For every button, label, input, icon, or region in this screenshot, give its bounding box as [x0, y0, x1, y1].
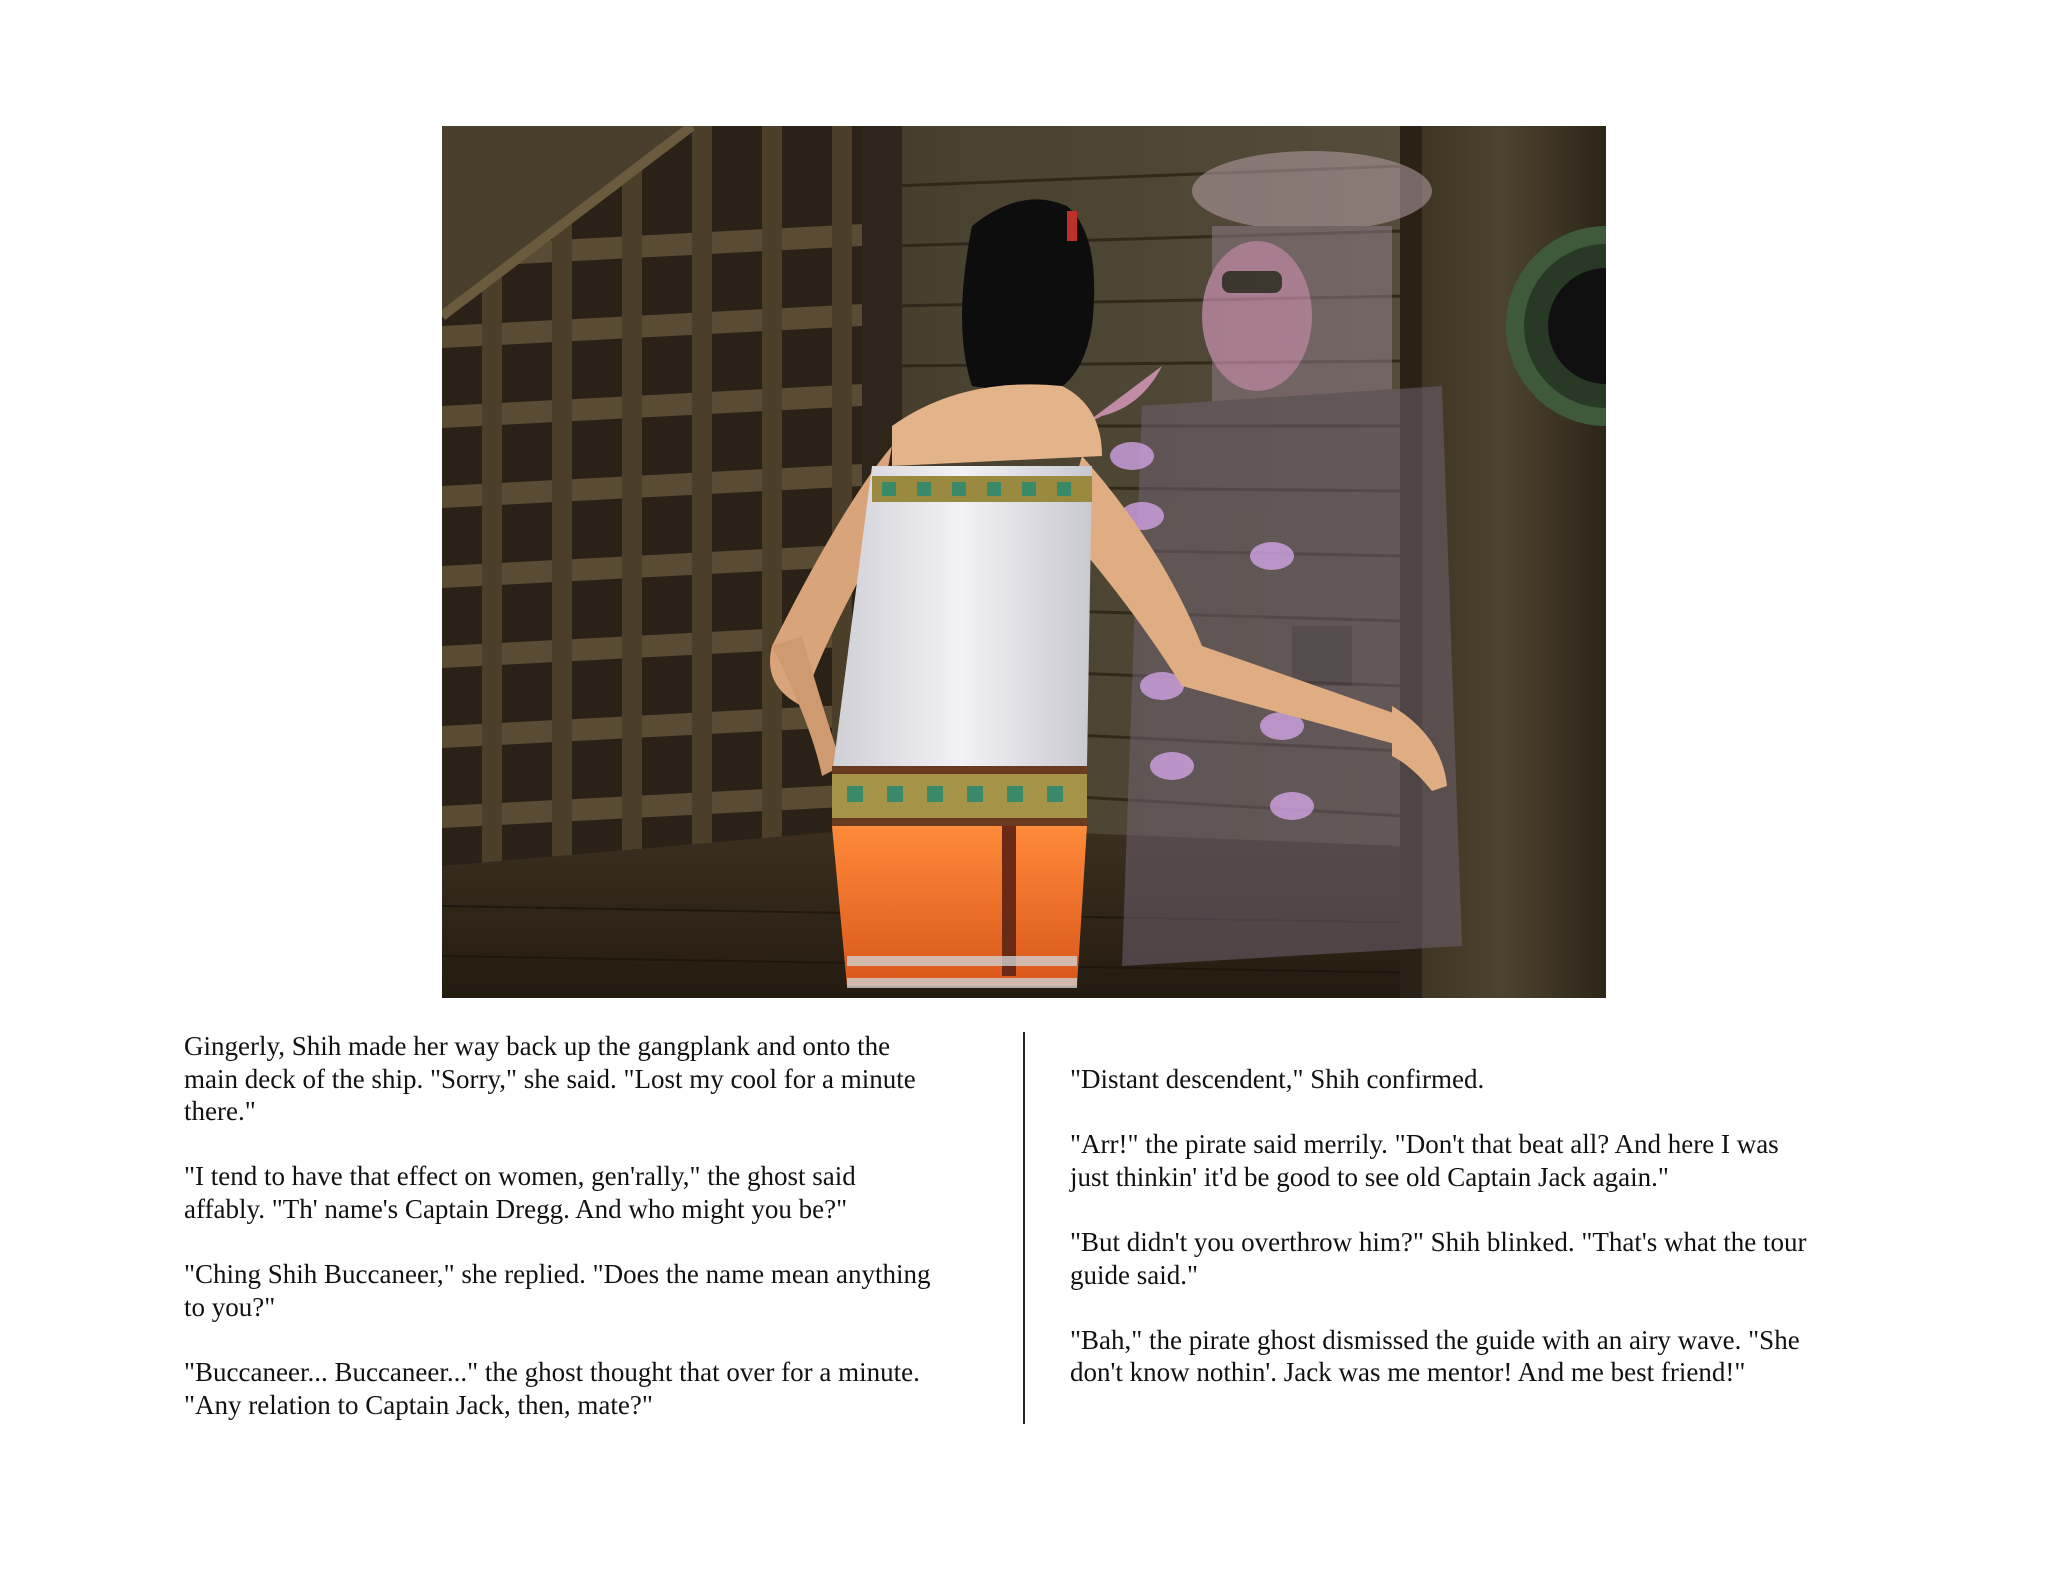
story-paragraph: Gingerly, Shih made her way back up the gangplank and onto the main deck of the ship. "Sorry," she said. "Lost my cool for a minute there."	[184, 1031, 916, 1127]
story-illustration	[442, 126, 1606, 998]
story-column-left	[184, 1030, 984, 1454]
column-divider	[1023, 1032, 1025, 1424]
story-paragraph: "Ching Shih Buccaneer," she replied. "Does the name mean anything to you?"	[184, 1259, 931, 1322]
story-paragraph: "I tend to have that effect on women, gen'rally," the ghost said affably. "Th' name's Captain Dregg. And who might you be?"	[184, 1161, 856, 1224]
story-paragraph: "But didn't you overthrow him?" Shih blinked. "That's what the tour guide said."	[1070, 1226, 1807, 1290]
story-column-right	[1070, 1063, 1870, 1422]
story-paragraph: "Distant descendent," Shih confirmed.	[1070, 1064, 1485, 1094]
story-paragraph: "Arr!" the pirate said merrily. "Don't that beat all? And here I was just thinkin' it'd be good to see old Captain Jack again."	[1070, 1129, 1779, 1192]
story-paragraph: "Buccaneer... Buccaneer..." the ghost thought that over for a minute. "Any relation to Captain Jack, then, mate?"	[184, 1356, 920, 1420]
story-paragraph: "Bah," the pirate ghost dismissed the guide with an airy wave. "She don't know nothin'. Jack was me mentor! And me best friend!"	[1070, 1324, 1800, 1388]
